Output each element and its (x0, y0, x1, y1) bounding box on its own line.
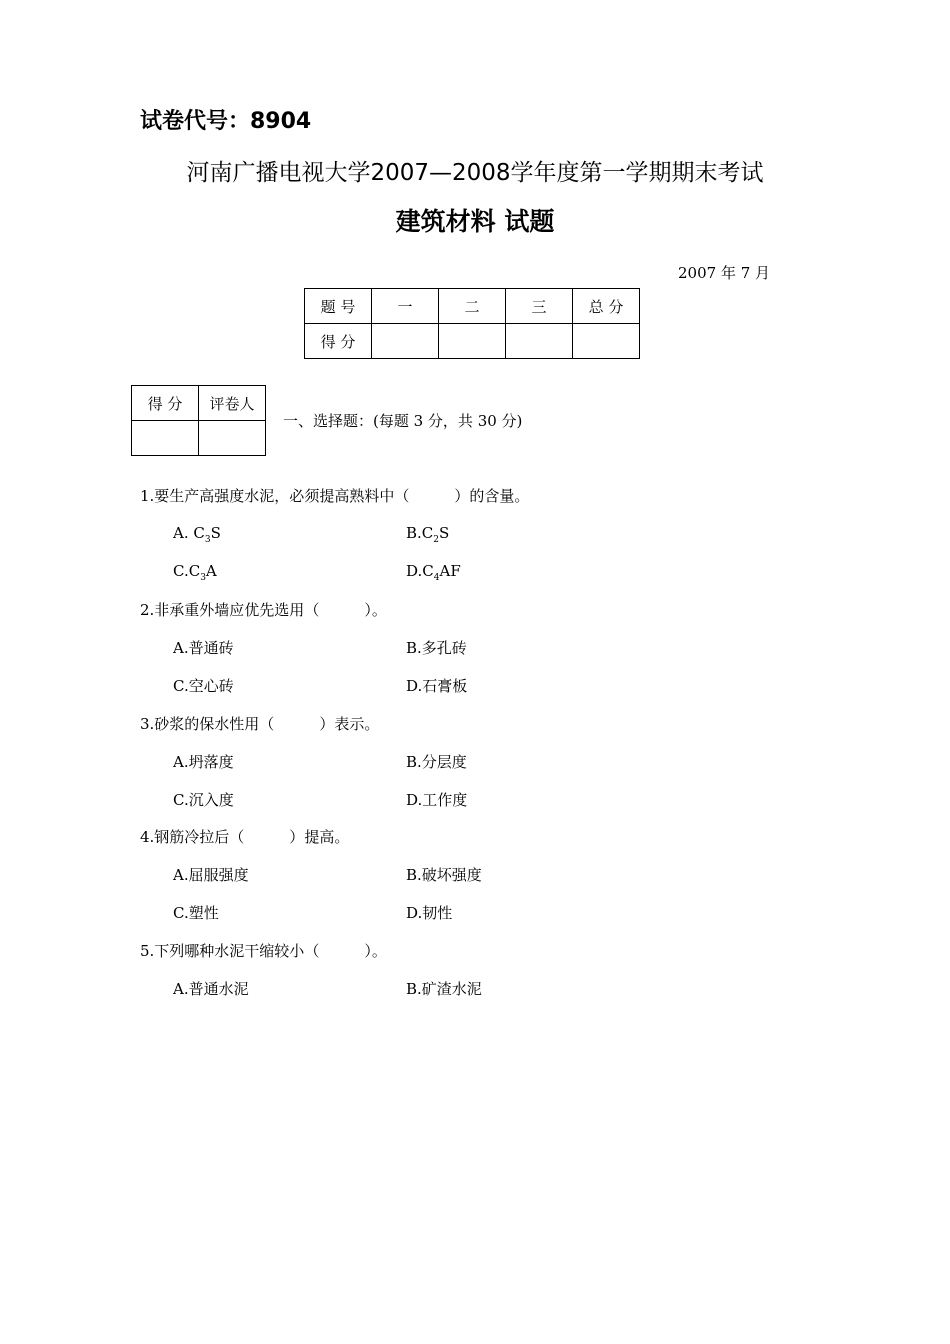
question-1-option-a (173, 524, 221, 545)
question-4-option-c: C.塑性 (173, 904, 219, 922)
grader-score-label: 得 分 (132, 386, 199, 421)
question-2: 2.非承重外墙应优先选用（ ）。 (140, 601, 387, 619)
question-1: 1.要生产高强度水泥，必须提高熟料中（ ）的含量。 (140, 487, 530, 505)
question-5-option-b: B.矿渣水泥 (406, 980, 482, 998)
question-3-option-d: D.工作度 (406, 791, 468, 809)
score-table-cell (573, 324, 640, 359)
option-d-suffix: AF (439, 562, 461, 580)
paper-code: 试卷代号：8904 (140, 109, 312, 134)
question-2-option-a: A.普通砖 (173, 639, 234, 657)
section-title: 一、选择题：(每题 3 分，共 30 分) (283, 412, 523, 430)
option-d-subscript: 4 (433, 573, 440, 583)
option-a-subscript: 3 (204, 535, 211, 545)
score-table-cell (372, 324, 439, 359)
question-4-option-b: B.破坏强度 (406, 866, 482, 884)
question-3-option-a: A.坍落度 (173, 753, 234, 771)
score-table-cell: 总 分 (573, 289, 640, 324)
score-table-cell: 一 (372, 289, 439, 324)
exam-title: 河南广播电视大学2007—2008学年度第一学期期末考试 (186, 160, 764, 186)
score-table-cell: 二 (439, 289, 506, 324)
grader-score-cell (132, 421, 199, 456)
question-4-option-a: A.屈服强度 (173, 866, 249, 884)
option-a-suffix: S (210, 524, 221, 542)
option-c-prefix: C.C (173, 562, 201, 580)
score-table-cell (506, 324, 573, 359)
score-table (304, 288, 640, 359)
option-d-prefix: D.C (406, 562, 434, 580)
question-5: 5.下列哪种水泥干缩较小（ ）。 (140, 942, 387, 960)
question-2-option-b: B.多孔砖 (406, 639, 467, 657)
option-c-subscript: 3 (200, 573, 206, 583)
question-4-option-d: D.韧性 (406, 904, 453, 922)
score-table-cell: 题 号 (305, 289, 372, 324)
option-c-suffix: A (205, 562, 217, 580)
grader-table-blank-row (132, 421, 266, 456)
question-2-option-d: D.石膏板 (406, 677, 468, 695)
question-1-option-b (406, 524, 449, 545)
score-table-cell: 三 (506, 289, 573, 324)
question-4: 4.钢筋冷拉后（ ）提高。 (140, 828, 350, 846)
score-table-cell: 得 分 (305, 324, 372, 359)
score-table-header-row (305, 289, 640, 324)
exam-date: 2007 年 7 月 (678, 264, 771, 282)
grader-label: 评卷人 (199, 386, 266, 421)
option-a-prefix: A. C (173, 524, 205, 542)
grader-table (131, 385, 266, 456)
score-table-cell (439, 324, 506, 359)
question-1-option-c (173, 562, 217, 583)
subject-title: 建筑材料 试题 (395, 207, 555, 236)
option-b-prefix: B.C (406, 524, 434, 542)
grader-name-cell (199, 421, 266, 456)
question-1-option-d (406, 562, 461, 583)
question-3-option-c: C.沉入度 (173, 791, 234, 809)
question-3: 3.砂浆的保水性用（ ）表示。 (140, 715, 380, 733)
question-2-option-c: C.空心砖 (173, 677, 234, 695)
question-5-option-a: A.普通水泥 (173, 980, 249, 998)
question-3-option-b: B.分层度 (406, 753, 467, 771)
option-b-suffix: S (439, 524, 450, 542)
option-b-subscript: 2 (433, 535, 440, 545)
score-table-score-row (305, 324, 640, 359)
grader-table-header-row (132, 386, 266, 421)
